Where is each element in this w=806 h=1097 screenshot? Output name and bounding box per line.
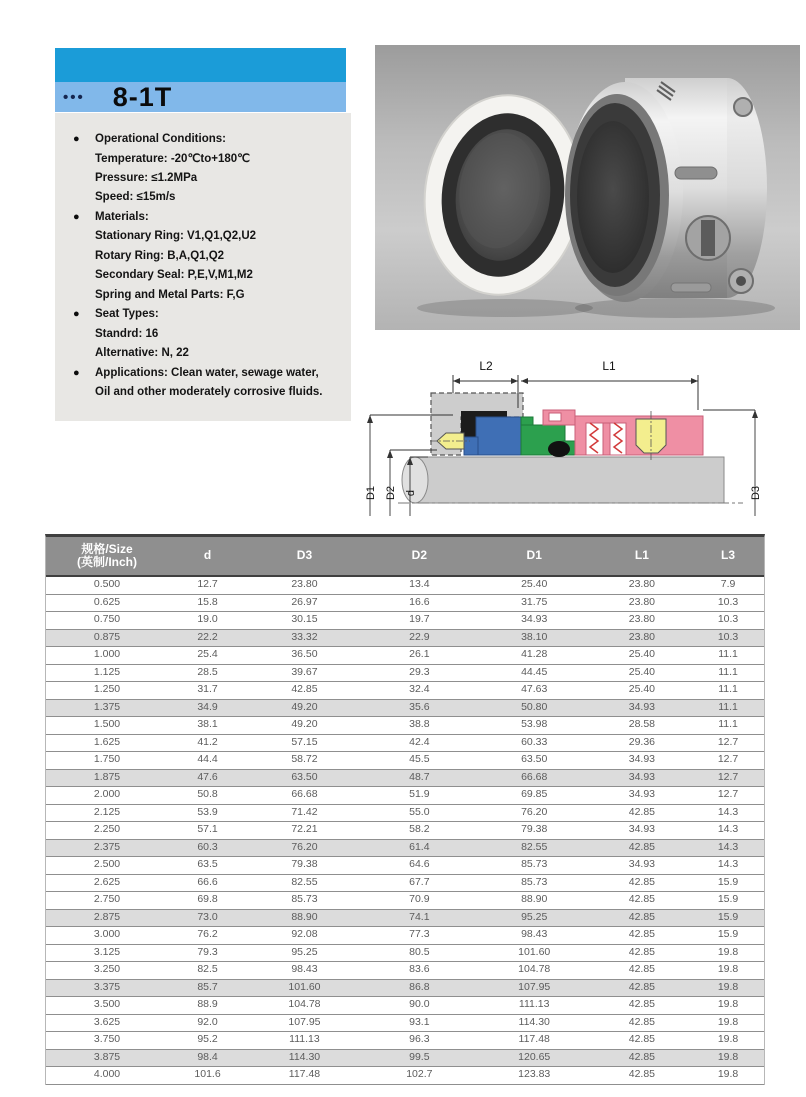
screw-slot-icon bbox=[701, 220, 715, 256]
table-cell: 41.28 bbox=[521, 648, 548, 661]
column-header: d bbox=[203, 548, 212, 563]
table-cell: 0.500 bbox=[93, 578, 121, 591]
table-row bbox=[46, 805, 764, 823]
table-cell: 42.85 bbox=[628, 945, 656, 958]
table-cell: 88.9 bbox=[197, 998, 218, 1011]
spec-item bbox=[73, 266, 343, 286]
table-cell: 3.625 bbox=[93, 1015, 121, 1028]
table-cell: 114.30 bbox=[518, 1015, 550, 1028]
table-cell: 19.8 bbox=[717, 998, 739, 1011]
table-cell: 1.375 bbox=[93, 700, 121, 713]
table-cell: 101.60 bbox=[288, 980, 321, 993]
table-cell: 34.93 bbox=[628, 700, 656, 713]
table-row bbox=[46, 822, 764, 840]
table-cell: 25.40 bbox=[628, 665, 656, 678]
table-cell: 25.40 bbox=[628, 683, 656, 696]
table-row bbox=[46, 927, 764, 945]
table-row bbox=[46, 1050, 764, 1068]
table-cell: 19.8 bbox=[717, 1050, 739, 1063]
table-cell: 1.125 bbox=[93, 665, 121, 678]
table-cell: 47.63 bbox=[521, 683, 548, 696]
table-cell: 98.4 bbox=[197, 1050, 218, 1063]
table-row bbox=[46, 945, 764, 963]
table-cell: 25.40 bbox=[628, 648, 656, 661]
spec-text: Temperature: -20℃to+180℃ bbox=[95, 153, 251, 166]
spec-item bbox=[73, 285, 343, 305]
table-cell: 63.5 bbox=[197, 858, 218, 871]
table-cell: 82.55 bbox=[521, 840, 548, 853]
dim-label-L2: L2 bbox=[479, 359, 493, 373]
table-cell: 2.500 bbox=[93, 858, 121, 871]
table-cell: 26.97 bbox=[291, 595, 318, 608]
header-top-bar bbox=[55, 48, 346, 82]
table-cell: 3.750 bbox=[93, 1033, 121, 1046]
spec-text: Seat Types: bbox=[95, 308, 159, 321]
spec-text: Secondary Seal: P,E,V,M1,M2 bbox=[95, 269, 253, 282]
shaft bbox=[398, 457, 743, 503]
table-cell: 101.60 bbox=[518, 945, 551, 958]
bullet-icon: ● bbox=[73, 132, 80, 145]
table-cell: 42.85 bbox=[628, 1015, 656, 1028]
table-cell: 49.20 bbox=[291, 700, 318, 713]
table-cell: 42.85 bbox=[628, 998, 656, 1011]
table-cell: 85.73 bbox=[291, 893, 318, 906]
table-cell: 90.0 bbox=[409, 998, 430, 1011]
table-cell: 60.3 bbox=[197, 840, 218, 853]
table-cell: 114.30 bbox=[288, 1050, 321, 1063]
table-row bbox=[46, 980, 764, 998]
table-row bbox=[46, 962, 764, 980]
table-cell: 10.3 bbox=[717, 595, 739, 608]
shadow bbox=[417, 299, 593, 317]
table-cell: 42.85 bbox=[628, 1033, 656, 1046]
table-cell: 14.3 bbox=[717, 840, 739, 853]
table-cell: 28.58 bbox=[628, 718, 656, 731]
slot-icon bbox=[671, 283, 711, 292]
table-row bbox=[46, 892, 764, 910]
table-cell: 35.6 bbox=[409, 700, 430, 713]
dim-label-D1: D1 bbox=[365, 485, 377, 501]
table-cell: 34.93 bbox=[628, 770, 656, 783]
table-cell: 4.000 bbox=[93, 1068, 121, 1081]
dim-label-D3: D3 bbox=[750, 485, 762, 501]
table-cell: 29.36 bbox=[628, 735, 656, 748]
spec-text: Alternative: N, 22 bbox=[95, 347, 189, 360]
spec-text: Stationary Ring: V1,Q1,Q2,U2 bbox=[95, 230, 257, 243]
page-title: 8-1T bbox=[112, 81, 173, 112]
table-cell: 23.80 bbox=[291, 578, 318, 591]
spec-text: Standrd: 16 bbox=[95, 327, 159, 340]
column-header: D3 bbox=[296, 548, 313, 563]
spec-item bbox=[73, 246, 343, 266]
table-cell: 42.85 bbox=[628, 928, 656, 941]
spec-text: Materials: bbox=[95, 210, 149, 223]
table-cell: 19.8 bbox=[717, 963, 739, 976]
spec-text: Operational Conditions: bbox=[95, 132, 226, 145]
table-cell: 83.6 bbox=[409, 963, 430, 976]
table-cell: 42.85 bbox=[628, 875, 656, 888]
spec-list bbox=[73, 129, 343, 402]
table-cell: 101.6 bbox=[194, 1068, 221, 1081]
table-cell: 11.1 bbox=[718, 665, 738, 678]
table-cell: 76.20 bbox=[521, 805, 548, 818]
table-cell: 42.85 bbox=[628, 805, 656, 818]
table-cell: 7.9 bbox=[720, 578, 736, 591]
table-cell: 14.3 bbox=[717, 805, 739, 818]
spec-text: Spring and Metal Parts: F,G bbox=[95, 288, 245, 301]
table-cell: 34.93 bbox=[628, 753, 656, 766]
table-cell: 42.85 bbox=[628, 840, 656, 853]
table-cell: 102.7 bbox=[406, 1068, 433, 1081]
table-cell: 88.90 bbox=[291, 910, 318, 923]
table-cell: 69.8 bbox=[197, 893, 218, 906]
spec-item bbox=[73, 129, 343, 149]
table-cell: 41.2 bbox=[197, 735, 218, 748]
bullet-icon: ● bbox=[73, 210, 80, 223]
table-cell: 0.625 bbox=[93, 595, 121, 608]
table-row bbox=[46, 735, 764, 753]
table-cell: 111.13 bbox=[289, 1033, 320, 1046]
table-cell: 12.7 bbox=[717, 753, 739, 766]
table-cell: 11.1 bbox=[718, 700, 738, 713]
slot-icon bbox=[675, 167, 717, 179]
table-cell: 23.80 bbox=[628, 595, 656, 608]
table-cell: 95.25 bbox=[521, 910, 548, 923]
table-cell: 25.4 bbox=[197, 648, 218, 661]
table-row bbox=[46, 665, 764, 683]
table-row bbox=[46, 595, 764, 613]
shadow bbox=[575, 298, 775, 318]
table-cell: 33.32 bbox=[291, 630, 318, 643]
product-header bbox=[55, 82, 346, 112]
table-cell: 11.1 bbox=[718, 683, 738, 696]
set-screw-icon bbox=[734, 98, 752, 116]
dim-label-L1: L1 bbox=[602, 359, 616, 373]
table-cell: 104.78 bbox=[518, 963, 551, 976]
table-row bbox=[46, 910, 764, 928]
table-cell: 72.21 bbox=[291, 823, 318, 836]
table-cell: 42.85 bbox=[628, 963, 656, 976]
table-cell: 39.67 bbox=[291, 665, 318, 678]
table-cell: 58.2 bbox=[409, 823, 430, 836]
table-cell: 67.7 bbox=[409, 875, 430, 888]
table-cell: 26.1 bbox=[409, 648, 430, 661]
table-cell: 96.3 bbox=[409, 1033, 430, 1046]
table-cell: 22.2 bbox=[197, 630, 218, 643]
dots-icon: ••• bbox=[63, 88, 85, 106]
table-cell: 32.4 bbox=[409, 683, 430, 696]
table-cell: 79.3 bbox=[197, 945, 218, 958]
table-cell: 82.5 bbox=[197, 963, 218, 976]
spec-item bbox=[73, 227, 343, 247]
table-row bbox=[46, 787, 764, 805]
table-cell: 49.20 bbox=[291, 718, 318, 731]
table-row bbox=[46, 647, 764, 665]
bullet-icon: ● bbox=[73, 366, 80, 379]
table-cell: 1.500 bbox=[93, 718, 121, 731]
table-cell: 76.20 bbox=[291, 840, 318, 853]
table-cell: 22.9 bbox=[409, 630, 430, 643]
table-cell: 57.15 bbox=[291, 735, 318, 748]
table-cell: 15.8 bbox=[197, 595, 218, 608]
table-cell: 2.125 bbox=[93, 805, 121, 818]
table-row bbox=[46, 682, 764, 700]
table-cell: 12.7 bbox=[717, 735, 739, 748]
bullet-icon: ● bbox=[73, 308, 80, 321]
table-cell: 34.93 bbox=[628, 788, 656, 801]
table-cell: 85.73 bbox=[521, 858, 548, 871]
table-cell: 53.98 bbox=[521, 718, 548, 731]
table-cell: 104.78 bbox=[288, 998, 321, 1011]
table-cell: 1.250 bbox=[93, 683, 121, 696]
table-cell: 117.48 bbox=[288, 1068, 321, 1081]
table-cell: 3.000 bbox=[93, 928, 121, 941]
table-cell: 66.6 bbox=[197, 875, 218, 888]
table-cell: 11.1 bbox=[718, 648, 738, 661]
table-cell: 64.6 bbox=[409, 858, 430, 871]
table-cell: 79.38 bbox=[521, 823, 548, 836]
table-cell: 98.43 bbox=[291, 963, 318, 976]
table-row bbox=[46, 612, 764, 630]
table-cell: 29.3 bbox=[409, 665, 430, 678]
spec-text: Oil and other moderately corrosive fluids. bbox=[95, 386, 323, 399]
table-cell: 120.65 bbox=[518, 1050, 551, 1063]
table-cell: 12.7 bbox=[717, 770, 739, 783]
table-row bbox=[46, 717, 764, 735]
table-cell: 3.250 bbox=[93, 963, 121, 976]
table-cell: 2.250 bbox=[93, 823, 121, 836]
table-cell: 57.1 bbox=[197, 823, 218, 836]
table-row bbox=[46, 1032, 764, 1050]
table-cell: 99.5 bbox=[409, 1050, 430, 1063]
table-cell: 42.85 bbox=[628, 1050, 656, 1063]
table-cell: 15.9 bbox=[717, 910, 739, 923]
table-cell: 42.4 bbox=[409, 735, 430, 748]
dim-label-d: d bbox=[405, 489, 417, 497]
table-cell: 111.13 bbox=[518, 998, 550, 1011]
table-cell: 73.0 bbox=[197, 910, 218, 923]
table-cell: 36.50 bbox=[291, 648, 318, 661]
table-cell: 93.1 bbox=[409, 1015, 430, 1028]
table-cell: 95.2 bbox=[197, 1033, 218, 1046]
table-cell: 42.85 bbox=[291, 683, 318, 696]
column-header: L3 bbox=[721, 548, 736, 563]
table-cell: 60.33 bbox=[521, 735, 548, 748]
table-cell: 19.8 bbox=[717, 1033, 739, 1046]
product-photo bbox=[375, 45, 800, 330]
table-row bbox=[46, 840, 764, 858]
table-cell: 117.48 bbox=[518, 1033, 550, 1046]
table-cell: 76.2 bbox=[197, 928, 218, 941]
table-cell: 42.85 bbox=[628, 893, 656, 906]
table-cell: 3.500 bbox=[93, 998, 121, 1011]
spec-text: Applications: Clean water, sewage water, bbox=[95, 366, 319, 379]
table-cell: 14.3 bbox=[717, 823, 739, 836]
table-cell: 12.7 bbox=[717, 788, 739, 801]
dim-label-D2: D2 bbox=[385, 485, 397, 501]
table-cell: 15.9 bbox=[717, 928, 739, 941]
table-cell: 1.875 bbox=[93, 770, 121, 783]
table-cell: 79.38 bbox=[291, 858, 318, 871]
spec-item bbox=[73, 324, 343, 344]
table-row bbox=[46, 875, 764, 893]
column-header: D1 bbox=[526, 548, 542, 563]
table-cell: 44.45 bbox=[521, 665, 548, 678]
table-row bbox=[46, 997, 764, 1015]
table-cell: 92.08 bbox=[291, 928, 318, 941]
table-cell: 2.375 bbox=[93, 840, 121, 853]
table-cell: 58.72 bbox=[291, 753, 318, 766]
table-cell: 19.0 bbox=[197, 613, 218, 626]
table-cell: 53.9 bbox=[197, 805, 218, 818]
seal-head bbox=[565, 78, 767, 302]
o-ring bbox=[548, 441, 570, 457]
spec-item bbox=[73, 149, 343, 169]
table-cell: 25.40 bbox=[521, 578, 548, 591]
table-cell: 1.625 bbox=[93, 735, 121, 748]
table-row bbox=[46, 1067, 764, 1085]
column-header: D2 bbox=[411, 548, 427, 563]
table-cell: 95.25 bbox=[291, 945, 318, 958]
table-cell: 3.125 bbox=[93, 945, 121, 958]
table-cell: 2.000 bbox=[93, 788, 121, 801]
spec-item bbox=[73, 363, 343, 383]
table-cell: 45.5 bbox=[409, 753, 430, 766]
table-cell: 23.80 bbox=[628, 630, 656, 643]
table-cell: 0.750 bbox=[93, 613, 121, 626]
table-cell: 30.15 bbox=[291, 613, 318, 626]
table-cell: 16.6 bbox=[409, 595, 430, 608]
table-cell: 85.73 bbox=[521, 875, 548, 888]
table-cell: 88.90 bbox=[521, 893, 548, 906]
table-cell: 71.42 bbox=[291, 805, 318, 818]
table-cell: 38.10 bbox=[521, 630, 548, 643]
table-row bbox=[46, 577, 764, 595]
table-cell: 50.8 bbox=[197, 788, 218, 801]
table-cell: 19.7 bbox=[409, 613, 430, 626]
table-cell: 48.7 bbox=[409, 770, 430, 783]
table-cell: 14.3 bbox=[717, 858, 739, 871]
spec-item bbox=[73, 383, 343, 403]
table-cell: 69.85 bbox=[521, 788, 548, 801]
spec-item bbox=[73, 344, 343, 364]
table-cell: 0.875 bbox=[93, 630, 121, 643]
table-cell: 86.8 bbox=[409, 980, 430, 993]
table-cell: 34.93 bbox=[628, 858, 656, 871]
table-cell: 50.80 bbox=[521, 700, 548, 713]
table-cell: 77.3 bbox=[409, 928, 430, 941]
table-cell: 80.5 bbox=[409, 945, 430, 958]
table-cell: 51.9 bbox=[409, 788, 430, 801]
table-cell: 42.85 bbox=[628, 1068, 656, 1081]
spec-item bbox=[73, 168, 343, 188]
table-cell: 66.68 bbox=[521, 770, 548, 783]
table-cell: 11.1 bbox=[718, 718, 738, 731]
table-cell: 63.50 bbox=[521, 753, 548, 766]
table-cell: 31.7 bbox=[197, 683, 218, 696]
table-cell: 44.4 bbox=[197, 753, 218, 766]
table-cell: 31.75 bbox=[521, 595, 548, 608]
table-cell: 2.875 bbox=[93, 910, 121, 923]
table-cell: 1.000 bbox=[93, 648, 121, 661]
table-cell: 2.625 bbox=[93, 875, 121, 888]
table-row bbox=[46, 857, 764, 875]
table-cell: 82.55 bbox=[291, 875, 318, 888]
table-cell: 85.7 bbox=[197, 980, 218, 993]
table-header-row bbox=[46, 537, 764, 577]
table-cell: 15.9 bbox=[717, 875, 739, 888]
table-row bbox=[46, 700, 764, 718]
table-cell: 107.95 bbox=[518, 980, 551, 993]
table-cell: 28.5 bbox=[197, 665, 218, 678]
table-cell: 1.750 bbox=[93, 753, 121, 766]
column-header: 规格/Size (英制/Inch) bbox=[77, 541, 138, 569]
table-cell: 34.93 bbox=[521, 613, 548, 626]
table-cell: 74.1 bbox=[409, 910, 430, 923]
table-cell: 42.85 bbox=[628, 910, 656, 923]
spec-text: Pressure: ≤1.2MPa bbox=[95, 171, 198, 184]
spec-item bbox=[73, 188, 343, 208]
size-table bbox=[45, 534, 765, 1085]
table-row bbox=[46, 630, 764, 648]
table-cell: 123.83 bbox=[518, 1068, 551, 1081]
column-header: L1 bbox=[634, 548, 649, 563]
table-cell: 98.43 bbox=[521, 928, 548, 941]
table-cell: 70.9 bbox=[409, 893, 430, 906]
table-cell: 10.3 bbox=[717, 613, 739, 626]
table-cell: 63.50 bbox=[291, 770, 318, 783]
spec-panel bbox=[55, 113, 351, 421]
table-cell: 19.8 bbox=[717, 945, 739, 958]
table-cell: 2.750 bbox=[93, 893, 121, 906]
table-cell: 42.85 bbox=[628, 980, 656, 993]
table-cell: 38.1 bbox=[197, 718, 218, 731]
table-cell: 107.95 bbox=[288, 1015, 321, 1028]
table-cell: 10.3 bbox=[717, 630, 739, 643]
table-cell: 19.8 bbox=[717, 980, 739, 993]
table-cell: 66.68 bbox=[291, 788, 318, 801]
table-cell: 23.80 bbox=[628, 578, 656, 591]
table-cell: 19.8 bbox=[717, 1068, 739, 1081]
table-cell: 38.8 bbox=[409, 718, 430, 731]
table-cell: 47.6 bbox=[197, 770, 218, 783]
table-cell: 3.375 bbox=[93, 980, 121, 993]
table-cell: 3.875 bbox=[93, 1050, 121, 1063]
table-cell: 12.7 bbox=[197, 578, 218, 591]
table-cell: 23.80 bbox=[628, 613, 656, 626]
spec-text: Rotary Ring: B,A,Q1,Q2 bbox=[95, 249, 225, 262]
table-row bbox=[46, 1015, 764, 1033]
table-cell: 19.8 bbox=[717, 1015, 739, 1028]
spec-item bbox=[73, 207, 343, 227]
table-cell: 13.4 bbox=[409, 578, 430, 591]
table-cell: 15.9 bbox=[717, 893, 739, 906]
table-row bbox=[46, 752, 764, 770]
dimension-diagram bbox=[358, 353, 805, 531]
spec-item bbox=[73, 305, 343, 325]
spec-text: Speed: ≤15m/s bbox=[95, 191, 176, 204]
table-cell: 34.9 bbox=[197, 700, 218, 713]
table-cell: 55.0 bbox=[409, 805, 430, 818]
table-cell: 92.0 bbox=[197, 1015, 218, 1028]
table-cell: 61.4 bbox=[409, 840, 430, 853]
table-cell: 34.93 bbox=[628, 823, 656, 836]
table-row bbox=[46, 770, 764, 788]
